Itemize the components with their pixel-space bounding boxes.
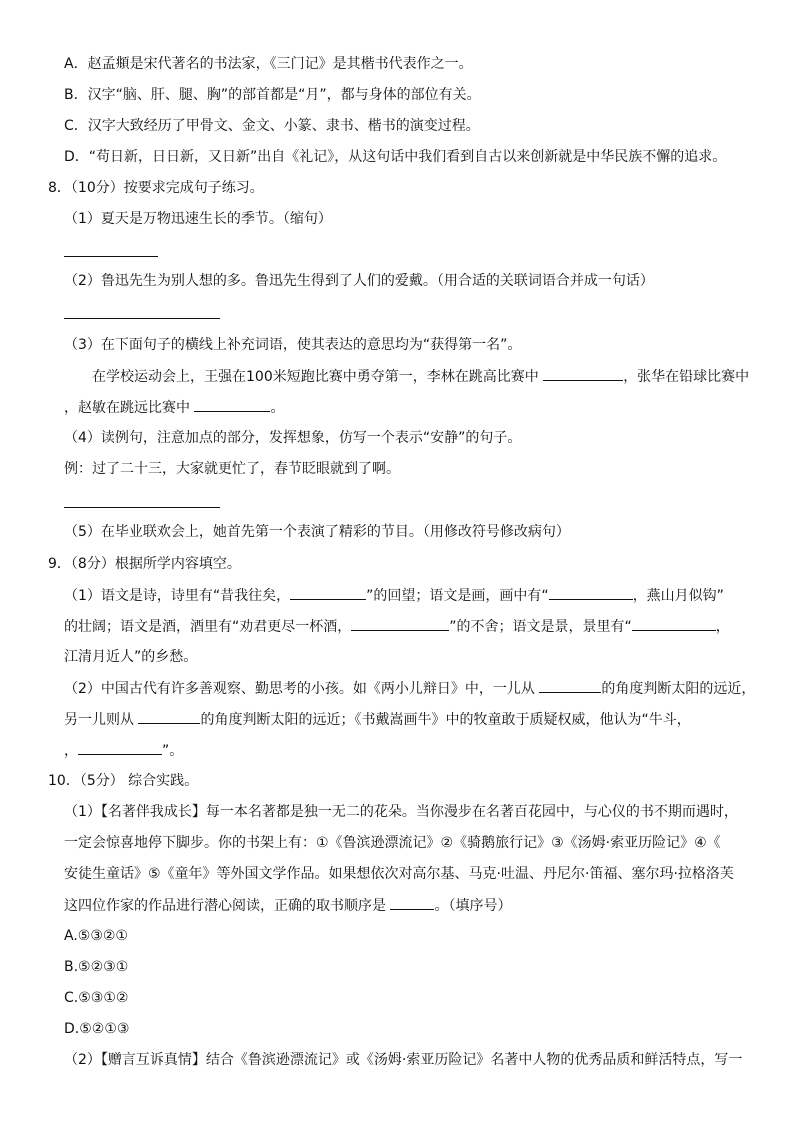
q7-option-a: A．赵孟頫是宋代著名的书法家，《三门记》是其楷书代表作之一。 <box>64 56 473 72</box>
q9-p1-line3: 江清月近人”的乡愁。 <box>64 649 198 665</box>
q9-p1-text-a: （1）语文是诗，诗里有“昔我往矣， <box>64 588 291 604</box>
q9-blank-1[interactable] <box>290 585 366 600</box>
q8-sub3-blank-1[interactable] <box>543 366 623 381</box>
q8-sub3-text-d: 。 <box>270 400 285 416</box>
q9-p2-line1 <box>64 678 755 699</box>
q9-p1-text-c: ，燕山月似钩” <box>632 588 724 604</box>
q9-p2-text-e: ， <box>64 743 78 759</box>
q9-p2-text-a: （2）中国古代有许多善观察、勤思考的小孩。如《两小儿辩日》中，一儿从 <box>64 681 535 697</box>
q9-blank-6[interactable] <box>138 709 200 724</box>
q7-option-c: C．汉字大致经历了甲骨文、金文、小篆、隶书、楷书的演变过程。 <box>64 118 480 134</box>
q7-option-b: B．汉字“脑、肝、腿、胸”的部首都是“月”，都与身体的部位有关。 <box>64 87 481 103</box>
q9-blank-3[interactable] <box>351 616 449 631</box>
q8-sub3-text-c: ，赵敏在跳远比赛中 <box>64 400 190 416</box>
q10-title: 10．（5分） 综合实践。 <box>48 773 199 789</box>
q10-p1-line1: （1）【名著伴我成长】每一本名著都是独一无二的花朵。当你漫步在名著百花园中，与心仪的书不期而遇时， <box>64 804 738 820</box>
q9-p2-line3 <box>64 740 183 761</box>
q9-title: 9．（8分）根据所学内容填空。 <box>48 556 241 572</box>
q10-p1-line4 <box>64 895 511 916</box>
q9-p2-text-f: ”。 <box>162 743 184 759</box>
q10-option-b[interactable]: B.⑤②③① <box>64 959 129 975</box>
q8-sub3-text-a: 在学校运动会上，王强在100米短跑比赛中勇夺第一，李林在跳高比赛中 <box>92 369 539 385</box>
q9-p2-line2 <box>64 709 691 730</box>
q9-p2-text-c: 另一儿则从 <box>64 712 134 728</box>
q8-title: 8．（10分）按要求完成句子练习。 <box>48 180 264 196</box>
q9-p1-text-d: 的壮阔；语文是酒，酒里有“劝君更尽一杯酒， <box>64 619 352 635</box>
q10-p1-text-a: 这四位作家的作品进行潜心阅读，正确的取书顺序是 <box>64 898 386 914</box>
q8-sub4-example: 例：过了二十三，大家就更忙了，春节眨眼就到了啊。 <box>64 461 400 477</box>
q8-sub4: （4）读例句，注意加点的部分，发挥想象，仿写一个表示“安静”的句子。 <box>64 430 522 446</box>
q9-p2-text-d: 的角度判断太阳的远近；《书戴嵩画牛》中的牧童敢于质疑权威，他认为“牛斗， <box>200 712 691 728</box>
q9-p1-line2 <box>64 616 730 637</box>
q8-sub3-sentence-1 <box>92 366 749 387</box>
q9-p2-text-b: 的角度判断太阳的远近， <box>601 681 756 697</box>
q8-sub3: （3）在下面句子的横线上补充词语，使其表达的意思均为“获得第一名”。 <box>64 337 522 353</box>
q9-blank-5[interactable] <box>539 678 601 693</box>
q8-sub5: （5）在毕业联欢会上，她首先第一个表演了精彩的节目。（用修改符号修改病句） <box>64 524 570 540</box>
q8-sub1-answer-line[interactable] <box>64 256 158 257</box>
q8-sub4-answer-line[interactable] <box>64 507 220 508</box>
q7-option-d: D．“苟日新，日日新，又日新”出自《礼记》，从这句话中我们看到自古以来创新就是中华民族不懈的追求。 <box>64 149 727 165</box>
q9-blank-7[interactable] <box>78 740 162 755</box>
q9-blank-2[interactable] <box>549 585 633 600</box>
q10-p1-line3: 安徒生童话》⑤《童年》等外国文学作品。如果想依次对高尔基、马克·吐温、丹尼尔·笛福、塞尔玛·拉格洛芙 <box>64 866 734 882</box>
q10-answer-blank[interactable] <box>390 895 434 910</box>
q8-sub3-text-b: ，张华在铅球比赛中 <box>623 369 750 385</box>
q10-option-a[interactable]: A.⑤③②① <box>64 928 128 944</box>
q8-sub3-sentence-2 <box>64 397 284 418</box>
q8-sub2: （2）鲁迅先生为别人想的多。鲁迅先生得到了人们的爱戴。（用合适的关联词语合并成一句话） <box>64 273 654 289</box>
q8-sub2-answer-line[interactable] <box>64 318 220 319</box>
q10-option-c[interactable]: C.⑤③①② <box>64 990 129 1006</box>
q8-sub3-blank-3[interactable] <box>194 397 270 412</box>
q10-option-d[interactable]: D.⑤②①③ <box>64 1021 130 1037</box>
q10-p1-text-b: 。（填序号） <box>434 898 512 914</box>
q9-p1-text-b: ”的回望；语文是画，画中有“ <box>366 588 549 604</box>
q9-p1-line1 <box>64 585 724 606</box>
q10-p1-line2: 一定会惊喜地停下脚步。你的书架上有：①《鲁滨逊漂流记》②《骑鹅旅行记》③《汤姆·索亚历险记》④《 <box>64 835 721 851</box>
q10-p2: （2）【赠言互诉真情】结合《鲁滨逊漂流记》或《汤姆·索亚历险记》名著中人物的优秀品质和鲜活特点，写一 <box>64 1052 743 1068</box>
q9-p1-text-f: ， <box>715 619 730 635</box>
q9-p1-text-e: ”的不舍；语文是景，景里有“ <box>449 619 632 635</box>
q8-sub1: （1）夏天是万物迅速生长的季节。（缩句） <box>64 211 332 227</box>
q9-blank-4[interactable] <box>632 616 716 631</box>
